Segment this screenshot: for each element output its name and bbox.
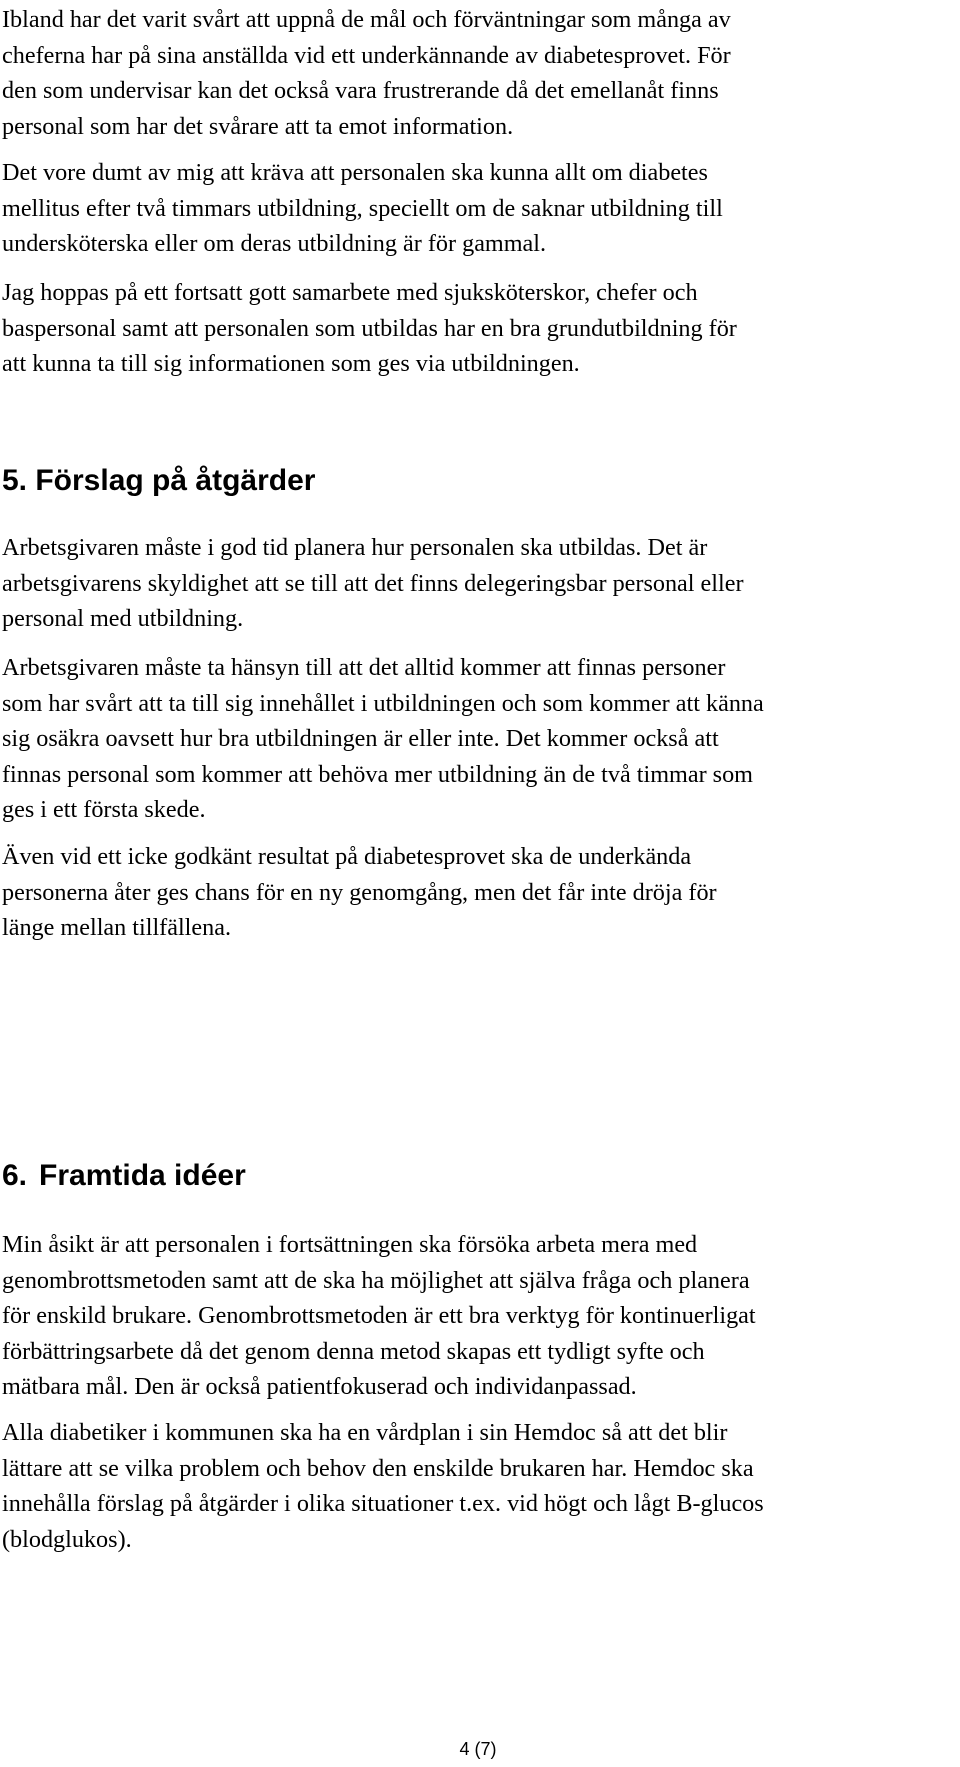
text-line: den som undervisar kan det också vara frustrerande då det emellanåt finns <box>2 77 719 105</box>
text-line: Min åsikt är att personalen i fortsättningen ska försöka arbeta mera med <box>2 1231 698 1258</box>
text-line: baspersonal samt att personalen som utbildas har en bra grundutbildning för <box>2 314 737 342</box>
text-line: personal som har det svårare att ta emot information. <box>2 112 514 140</box>
text-line: (blodglukos). <box>2 1525 132 1553</box>
text-line: Det vore dumt av mig att kräva att personalen ska kunna allt om diabetes <box>2 159 708 186</box>
text-line: för enskild brukare. Genombrottsmetoden är ett bra verktyg för kontinuerligat <box>2 1302 756 1330</box>
text-line: innehålla förslag på åtgärder i olika situationer t.ex. vid högt och lågt B-glucos <box>2 1490 764 1518</box>
text-line: Jag hoppas på ett fortsatt gott samarbete med sjuksköterskor, chefer och <box>2 279 698 306</box>
text-line: länge mellan tillfällena. <box>2 914 232 942</box>
text-line: förbättringsarbete då det genom denna metod skapas ett tydligt syfte och <box>2 1337 705 1365</box>
text-line: cheferna har på sina anställda vid ett underkännande av diabetesprovet. För <box>2 41 731 69</box>
paragraph-care-plan <box>2 1415 942 1557</box>
page-number-footer <box>0 1737 960 1761</box>
text-line: Arbetsgivaren måste i god tid planera hur personalen ska utbildas. Det är <box>2 534 708 561</box>
text-line: personerna åter ges chans för en ny genomgång, men det får inte dröja för <box>2 878 717 906</box>
text-line: Arbetsgivaren måste ta hänsyn till att det alltid kommer att finnas personer <box>2 654 726 681</box>
text-line: finnas personal som kommer att behöva mer utbildning än de två timmar som <box>2 760 753 788</box>
text-line: undersköterska eller om deras utbildning är för gammal. <box>2 230 547 258</box>
text-line: lättare att se vilka problem och behov den enskilde brukaren har. Hemdoc ska <box>2 1454 754 1482</box>
section-heading-5: 5. Förslag på åtgärder <box>2 464 316 497</box>
paragraph-consideration <box>2 650 942 828</box>
text-line: som har svårt att ta till sig innehållet i utbildningen och som kommer att känna <box>2 689 764 717</box>
text-line: Även vid ett icke godkänt resultat på diabetesprovet ska de underkända <box>2 843 692 870</box>
paragraph-intro-difficulties <box>2 2 942 144</box>
page-number: 4 (7) <box>459 1739 497 1759</box>
paragraph-cooperation <box>2 275 942 382</box>
text-line: Ibland har det varit svårt att uppnå de mål och förväntningar som många av <box>2 6 731 33</box>
paragraph-method <box>2 1227 942 1405</box>
paragraph-planning <box>2 530 942 637</box>
text-line: arbetsgivarens skyldighet att se till att det finns delegeringsbar personal eller <box>2 569 744 597</box>
text-line: att kunna ta till sig informationen som ges via utbildningen. <box>2 350 580 378</box>
text-line: personal med utbildning. <box>2 605 244 633</box>
section-heading-6 <box>2 1157 246 1195</box>
section-number: 6. <box>2 1159 28 1192</box>
text-line: mellitus efter två timmars utbildning, speciellt om de saknar utbildning till <box>2 194 723 222</box>
paragraph-expectations <box>2 155 942 262</box>
text-line: sig osäkra oavsett hur bra utbildningen är eller inte. Det kommer också att <box>2 725 719 753</box>
text-line: Alla diabetiker i kommunen ska ha en vårdplan i sin Hemdoc så att det blir <box>2 1419 728 1446</box>
paragraph-retest <box>2 839 942 946</box>
text-line: ges i ett första skede. <box>2 796 206 824</box>
section-title: Framtida idéer <box>39 1159 246 1192</box>
text-line: mätbara mål. Den är också patientfokuserad och individanpassad. <box>2 1373 637 1401</box>
text-line: genombrottsmetoden samt att de ska ha möjlighet att själva fråga och planera <box>2 1266 750 1294</box>
